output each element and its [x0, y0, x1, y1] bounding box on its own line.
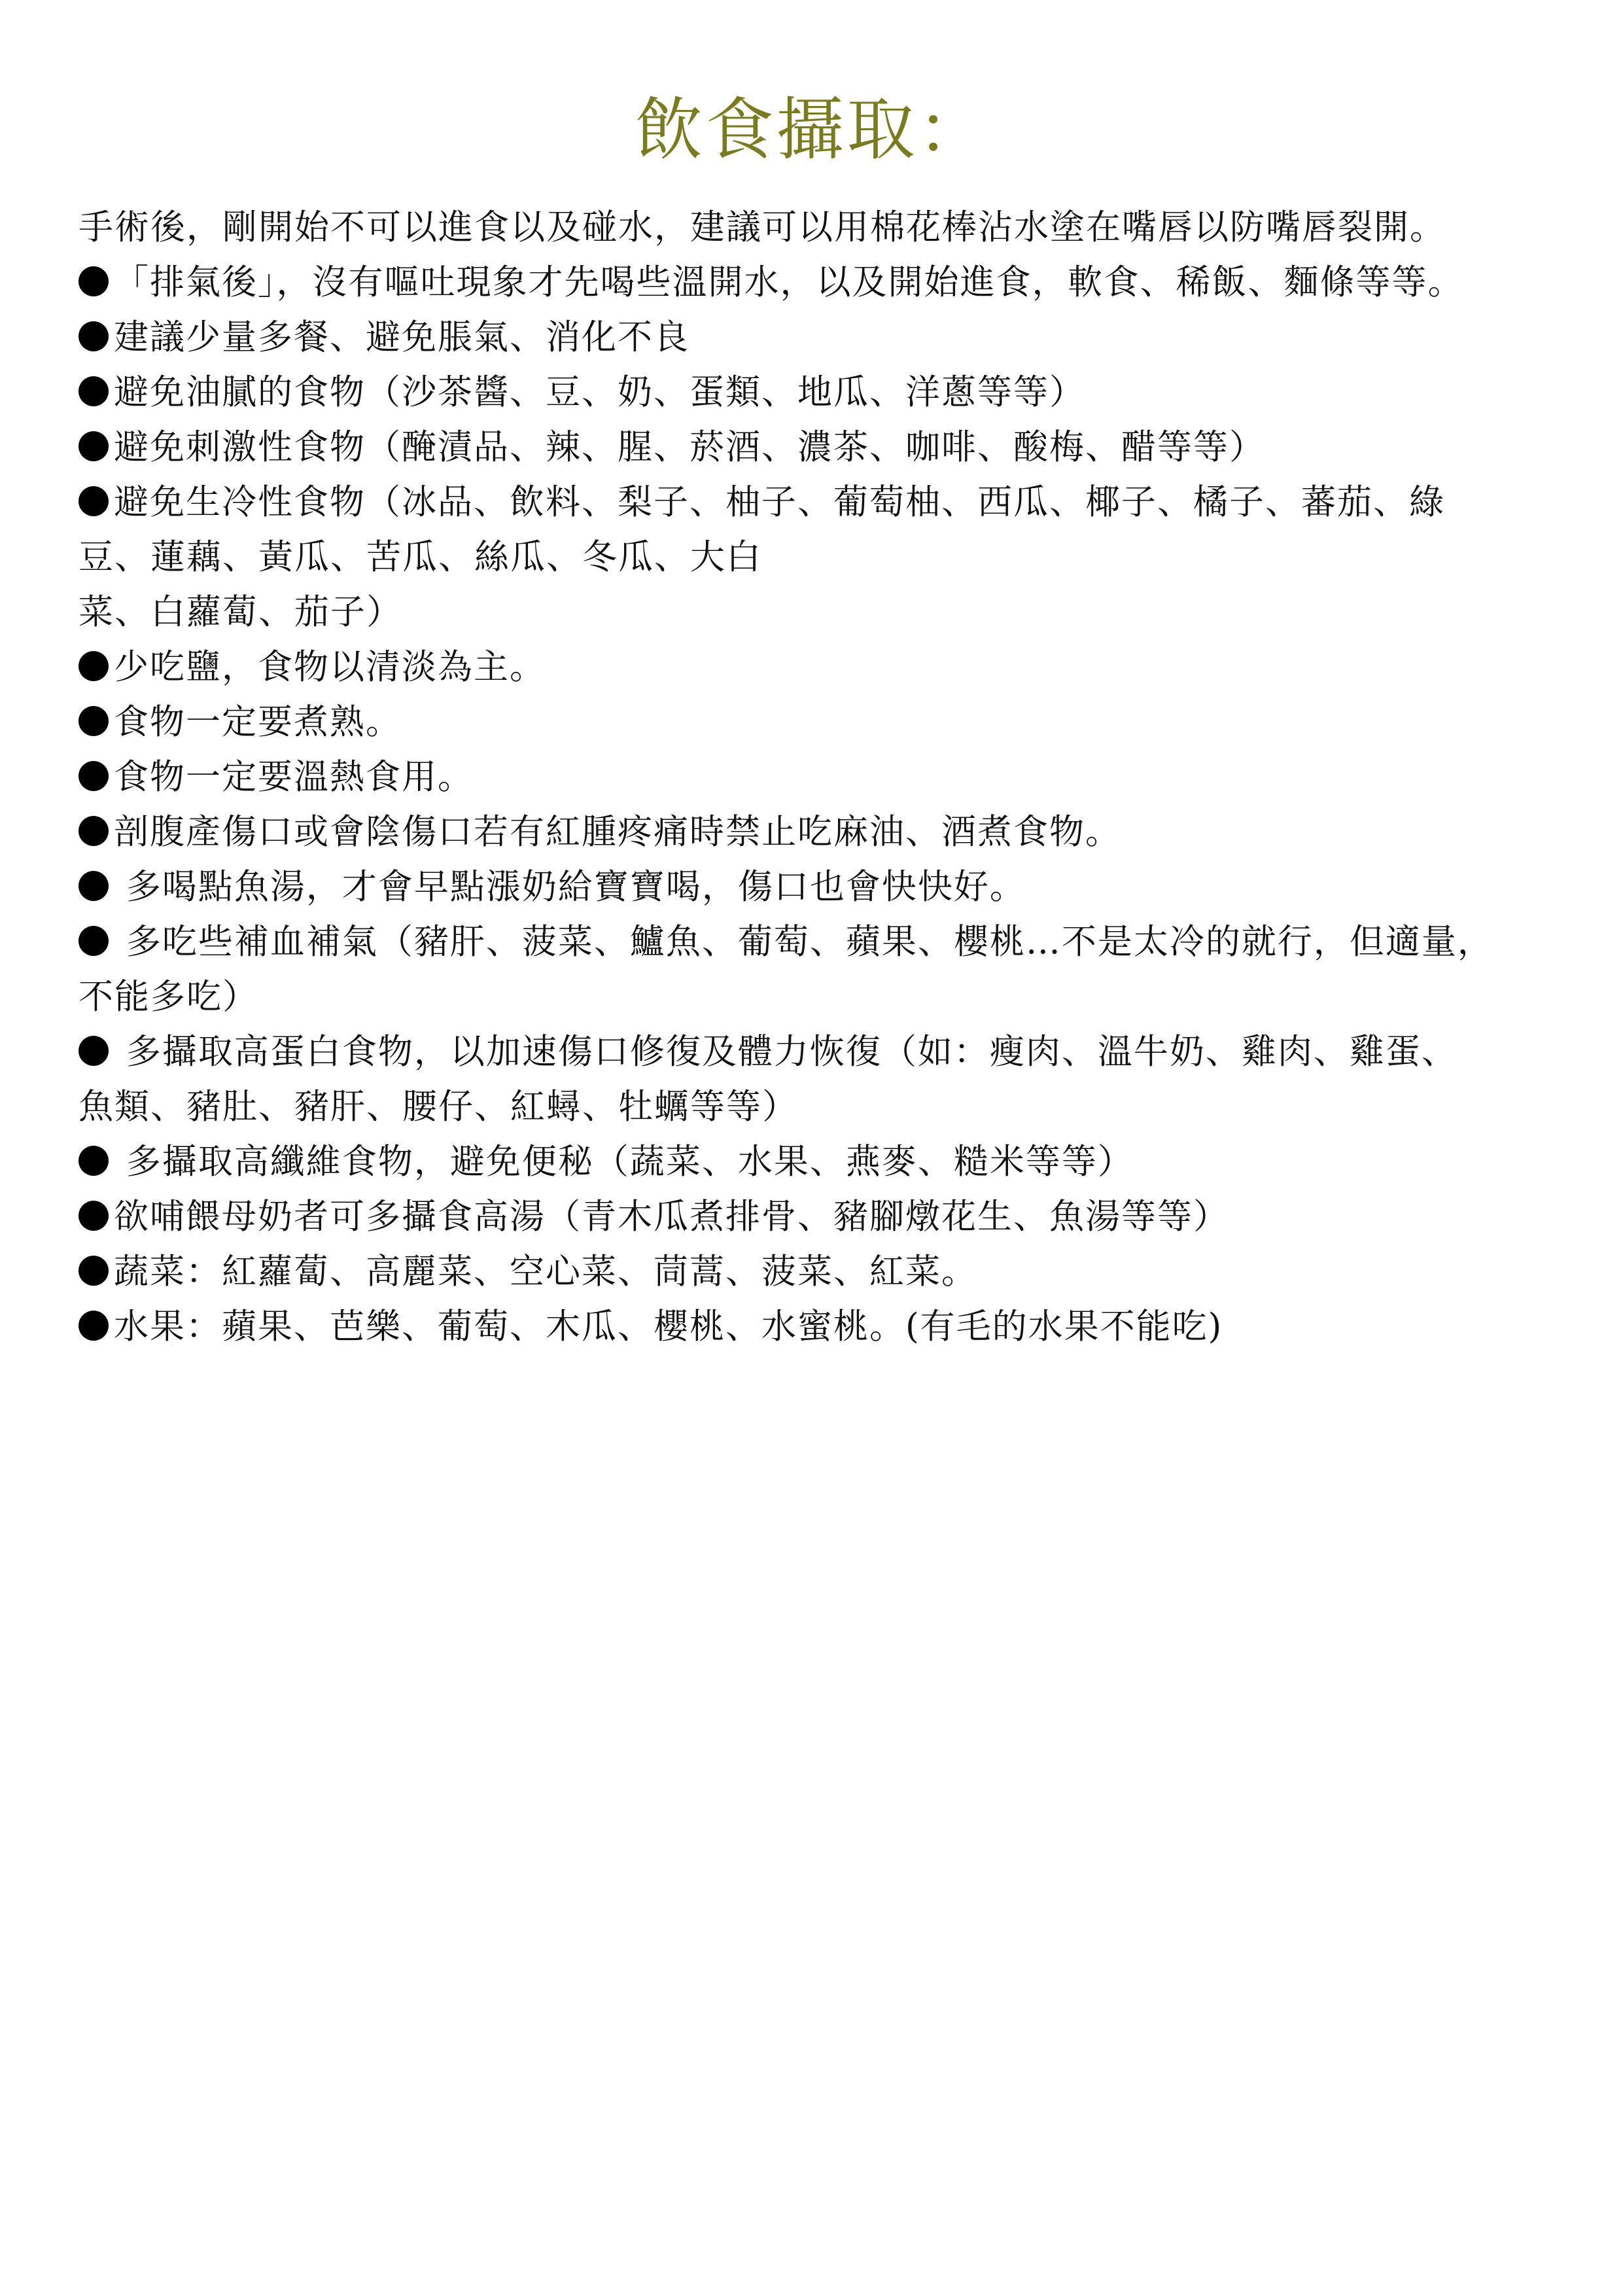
- bullet-icon: [79, 1256, 109, 1286]
- bullet-icon: [79, 926, 109, 956]
- line-text: 不能多吃）: [79, 977, 258, 1017]
- text-line: [79, 1245, 1570, 1299]
- page-title: 飲食攝取：: [635, 90, 988, 169]
- text-line: [79, 200, 1570, 255]
- line-text: 欲哺餵母奶者可多攝食高湯（青木瓜煮排骨、豬腳燉花生、魚湯等等）: [114, 1197, 1229, 1237]
- line-text: 多吃些補血補氣（豬肝、菠菜、鱸魚、葡萄、蘋果、櫻桃…不是太冷的就行，但適量，: [114, 922, 1493, 962]
- text-line: [79, 695, 1570, 750]
- text-line: [79, 915, 1570, 970]
- text-line: [79, 1135, 1570, 1190]
- bullet-icon: [79, 431, 109, 461]
- line-text: 避免油膩的食物（沙茶醬、豆、奶、蛋類、地瓜、洋蔥等等）: [114, 372, 1085, 412]
- line-text: 手術後，剛開始不可以進食以及碰水，建議可以用棉花棒沾水塗在嘴唇以防嘴唇裂開。: [79, 207, 1446, 247]
- bullet-icon: [79, 871, 109, 901]
- bullet-icon: [79, 816, 109, 846]
- text-line: [79, 750, 1570, 805]
- line-text: 蔬菜：紅蘿蔔、高麗菜、空心菜、茼蒿、菠菜、紅菜。: [114, 1252, 977, 1292]
- line-text: 魚類、豬肚、豬肝、腰仔、紅蟳、牡蠣等等）: [79, 1087, 798, 1127]
- bullet-icon: [79, 761, 109, 791]
- text-line: [79, 365, 1570, 420]
- line-text: 水果：蘋果、芭樂、葡萄、木瓜、櫻桃、水蜜桃。(有毛的水果不能吃): [114, 1307, 1223, 1347]
- bullet-icon: [79, 266, 109, 296]
- text-line: [79, 255, 1570, 310]
- text-line: [79, 1080, 1570, 1135]
- line-text: 多喝點魚湯，才會早點漲奶給寶寶喝，傷口也會快快好。: [114, 867, 1026, 907]
- bullet-icon: [79, 1201, 109, 1231]
- line-text: 「排氣後」，沒有嘔吐現象才先喝些溫開水，以及開始進食，軟食、稀飯、麵條等等。: [114, 262, 1464, 302]
- text-line: [79, 860, 1570, 915]
- line-text: 多攝取高纖維食物，避免便秘（蔬菜、水果、燕麥、糙米等等）: [114, 1142, 1134, 1182]
- text-line: [79, 1190, 1570, 1245]
- text-line: [79, 640, 1570, 695]
- line-text: 建議少量多餐、避免脹氣、消化不良: [114, 317, 689, 357]
- text-line: [79, 475, 1570, 530]
- bullet-icon: [79, 706, 109, 736]
- line-text: 豆、蓮藕、黃瓜、苦瓜、絲瓜、冬瓜、大白: [79, 537, 762, 577]
- bullet-icon: [79, 321, 109, 351]
- text-line: [79, 1299, 1570, 1354]
- line-text: 食物一定要溫熱食用。: [114, 757, 474, 797]
- line-text: 多攝取高蛋白食物，以加速傷口修復及體力恢復（如：瘦肉、溫牛奶、雞肉、雞蛋、: [114, 1032, 1457, 1072]
- text-line: [79, 420, 1570, 475]
- bullet-icon: [79, 651, 109, 681]
- text-line: [79, 530, 1570, 585]
- line-text: 避免生冷性食物（冰品、飲料、梨子、柚子、葡萄柚、西瓜、椰子、橘子、蕃茄、綠: [114, 482, 1445, 522]
- line-text: 食物一定要煮熟。: [114, 702, 402, 742]
- line-text: 少吃鹽，食物以清淡為主。: [114, 647, 546, 687]
- text-line: [79, 585, 1570, 640]
- bullet-icon: [79, 486, 109, 516]
- line-text: 菜、白蘿蔔、茄子）: [79, 592, 402, 632]
- text-line: [79, 805, 1570, 860]
- bullet-icon: [79, 1311, 109, 1341]
- bullet-icon: [79, 1036, 109, 1066]
- document-body: [79, 200, 1570, 1354]
- text-line: [79, 970, 1570, 1025]
- text-line: [79, 1025, 1570, 1080]
- text-line: [79, 310, 1570, 365]
- line-text: 剖腹產傷口或會陰傷口若有紅腫疼痛時禁止吃麻油、酒煮食物。: [114, 812, 1121, 852]
- line-text: 避免刺激性食物（醃漬品、辣、腥、菸酒、濃茶、咖啡、酸梅、醋等等）: [114, 427, 1265, 467]
- bullet-icon: [79, 376, 109, 406]
- bullet-icon: [79, 1146, 109, 1176]
